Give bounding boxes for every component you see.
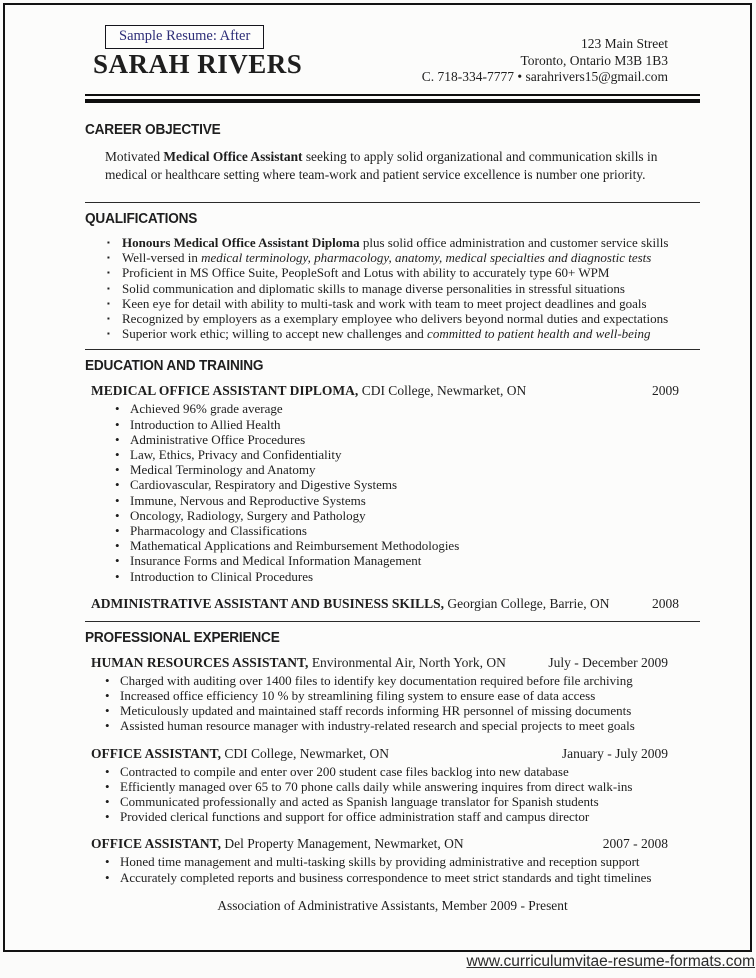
bullet-text: Administrative Office Procedures [130, 431, 306, 447]
section-career-objective [85, 103, 700, 202]
bullet-item [105, 809, 700, 824]
bullet-text: Achieved 96% grade average [130, 401, 283, 417]
bullet-icon: ▪ [107, 253, 110, 263]
entry-header [91, 382, 679, 399]
bullet-text: Accurately completed reports and business correspondence to meet strict standards and tight timelines [120, 869, 652, 885]
entry-header [91, 745, 668, 762]
bullet-text: Introduction to Clinical Procedures [130, 568, 314, 584]
text-run: Solid communication and diplomatic skills to manage diverse personalities in stressful situations [122, 280, 625, 296]
contact-address-line1: 123 Main Street [581, 36, 668, 51]
entry-detail: Del Property Management, Newmarket, ON [221, 836, 464, 852]
bullet-text [122, 311, 668, 326]
bullet-text: Communicated professionally and acted as Spanish language translator for Spanish students [120, 794, 599, 810]
candidate-name: SARAH RIVERS [93, 49, 303, 79]
bullet-item [107, 326, 700, 341]
bullet-text [122, 265, 609, 280]
bullet-item [115, 553, 700, 568]
bullet-item [107, 265, 700, 280]
entry-date: 2007 - 2008 [602, 836, 668, 852]
bullet-item [105, 703, 700, 718]
bullet-item [105, 688, 700, 703]
bullet-icon: • [115, 507, 120, 523]
text-run: medical terminology, pharmacology, anatomy, medical specialties and diagnostic tests [201, 250, 652, 266]
entry-title-line [91, 654, 506, 671]
text-run: Well-versed in [122, 250, 202, 266]
entry-title: ADMINISTRATIVE ASSISTANT AND BUSINESS SKILLS, [91, 595, 445, 611]
bullet-text [122, 296, 647, 311]
entry-title-line [91, 745, 389, 762]
entry-detail: Georgian College, Barrie, ON [444, 595, 610, 611]
footer-website-link[interactable]: www.curriculumvitae-resume-formats.com [466, 953, 755, 970]
resume-entry [85, 654, 700, 734]
resume-entry [85, 745, 700, 825]
bullet-item [115, 493, 700, 508]
bullet-item [115, 462, 700, 477]
entry-header [91, 654, 668, 671]
resume-page [3, 3, 752, 952]
entry-title-line [91, 835, 464, 852]
bullet-item [105, 870, 700, 885]
bullet-text [122, 235, 668, 250]
bullet-icon: • [115, 477, 120, 493]
qualifications-list [85, 235, 700, 341]
bullet-item [107, 235, 700, 250]
bullet-icon: • [105, 763, 110, 779]
bullet-icon: • [105, 778, 110, 794]
bullet-text: Introduction to Allied Health [130, 416, 281, 432]
bullet-text: Mathematical Applications and Reimbursement Methodologies [130, 538, 460, 554]
entry-bullet-list [85, 854, 700, 884]
bullet-icon: • [105, 688, 110, 704]
contact-address-line2: Toronto, Ontario M3B 1B3 [520, 52, 668, 68]
resume-entry [85, 835, 700, 884]
bullet-icon: • [115, 416, 120, 432]
bullet-text [122, 326, 651, 341]
bullet-item [115, 447, 700, 462]
bullet-item [115, 508, 700, 523]
bullet-icon: ▪ [107, 238, 110, 247]
career-objective-text [105, 148, 699, 183]
entry-date: July - December 2009 [548, 654, 668, 670]
bullet-icon: • [115, 492, 120, 508]
text-run: Motivated [105, 149, 164, 164]
experience-entries [85, 654, 700, 885]
text-run: Superior work ethic; willing to accept new challenges and [122, 326, 428, 342]
experience-heading: PROFESSIONAL EXPERIENCE [85, 629, 280, 646]
text-run: seeking to apply solid organizational and communication skills in medical or healthcare setting where team-work and patient service excellence is number one priority. [105, 149, 658, 182]
bullet-icon: • [115, 431, 120, 447]
text-run: Medical Office Assistant [163, 149, 303, 164]
bullet-icon: ▪ [107, 268, 110, 278]
text-run: plus solid office administration and customer service skills [359, 235, 669, 250]
bullet-text: Pharmacology and Classifications [130, 523, 307, 539]
bullet-text: Cardiovascular, Respiratory and Digestive Systems [130, 477, 398, 493]
bullet-item [105, 794, 700, 809]
entry-date: 2008 [652, 595, 679, 611]
bullet-icon: • [105, 854, 110, 870]
bullet-item [115, 477, 700, 492]
entry-detail: CDI College, Newmarket, ON [221, 745, 390, 761]
bullet-icon: • [115, 538, 120, 554]
resume-entry [85, 382, 700, 583]
entry-title: OFFICE ASSISTANT, [91, 745, 222, 761]
resume-header [85, 5, 700, 94]
text-run: Proficient in MS Office Suite, PeopleSoft and Lotus with ability to accurately type 60+ WPM [122, 265, 610, 281]
entry-date: January - July 2009 [561, 745, 668, 761]
bullet-item [115, 569, 700, 584]
sample-resume-label: Sample Resume: After [119, 28, 251, 44]
bullet-text: Efficiently managed over 65 to 70 phone calls daily while answering inquires from direct walk-ins [120, 778, 633, 794]
bullet-icon: • [115, 401, 120, 417]
bullet-text: Increased office efficiency 10 % by streamlining filing system to ensure ease of data access [120, 688, 596, 704]
entry-title: OFFICE ASSISTANT, [91, 836, 222, 852]
bullet-text: Immune, Nervous and Reproductive Systems [130, 492, 366, 508]
education-entries [85, 382, 700, 611]
bullet-icon: • [115, 447, 120, 463]
entry-detail: Environmental Air, North York, ON [308, 654, 506, 670]
entry-date: 2009 [652, 383, 679, 399]
bullet-text [122, 281, 625, 296]
text-run: committed to patient health and well-being [427, 326, 651, 342]
bullet-text: Provided clerical functions and support for office administration staff and campus director [120, 809, 590, 825]
education-heading: EDUCATION AND TRAINING [85, 358, 264, 375]
resume-entry [85, 595, 700, 612]
bullet-text: Contracted to compile and enter over 200 student case files backlog into new database [120, 763, 569, 779]
bullet-icon: • [115, 462, 120, 478]
bullet-item [105, 673, 700, 688]
entry-bullet-list [85, 673, 700, 734]
bullet-text: Honed time management and multi-tasking skills by providing administrative and reception support [120, 854, 640, 870]
entry-title: HUMAN RESOURCES ASSISTANT, [91, 654, 309, 670]
bullet-item [107, 281, 700, 296]
bullet-text: Oncology, Radiology, Surgery and Pathology [130, 507, 366, 523]
bullet-icon: ▪ [107, 283, 110, 293]
bullet-icon: • [115, 553, 120, 569]
entry-header [91, 835, 668, 852]
text-run: Honours Medical Office Assistant Diploma [122, 235, 360, 250]
bullet-icon: • [105, 672, 110, 688]
contact-block [422, 36, 668, 86]
text-run: Recognized by employers as a exemplary employee who delivers beyond normal duties and expectations [122, 311, 669, 327]
bullet-icon: • [115, 523, 120, 539]
bullet-item [115, 538, 700, 553]
bullet-text: Medical Terminology and Anatomy [130, 462, 316, 478]
bullet-text: Law, Ethics, Privacy and Confidentiality [130, 447, 342, 463]
entry-title-line [91, 382, 526, 399]
membership-line: Association of Administrative Assistants, Member 2009 - Present [217, 897, 568, 913]
bullet-icon: ▪ [107, 298, 110, 308]
sample-resume-label-box [105, 25, 264, 49]
bullet-item [107, 311, 700, 326]
bullet-item [115, 432, 700, 447]
qualifications-heading: QUALIFICATIONS [85, 211, 198, 227]
career-objective-heading: CAREER OBJECTIVE [85, 122, 221, 138]
bullet-item [105, 779, 700, 794]
bullet-item [115, 401, 700, 416]
section-qualifications [85, 203, 700, 349]
bullet-icon: ▪ [107, 314, 110, 324]
bullet-text: Charged with auditing over 1400 files to identify key documentation required before file archiving [120, 672, 633, 688]
bullet-icon: • [105, 794, 110, 810]
bullet-icon: ▪ [107, 329, 110, 339]
section-experience [85, 622, 700, 885]
bullet-item [105, 854, 700, 869]
bullet-icon: • [105, 809, 110, 825]
bullet-text: Meticulously updated and maintained staff records informing HR personnel of missing documents [120, 703, 632, 719]
bullet-text [122, 250, 651, 265]
header-divider [85, 94, 700, 103]
bullet-icon: • [115, 568, 120, 584]
entry-detail: CDI College, Newmarket, ON [358, 383, 527, 399]
bullet-item [105, 718, 700, 733]
bullet-item [115, 523, 700, 538]
bullet-icon: • [105, 718, 110, 734]
bullet-icon: • [105, 869, 110, 885]
bullet-item [107, 296, 700, 311]
entry-bullet-list [85, 764, 700, 825]
bullet-item [105, 764, 700, 779]
bullet-item [107, 250, 700, 265]
entry-header [91, 595, 679, 612]
entry-title-line [91, 595, 609, 612]
section-education [85, 350, 700, 620]
text-run: Keen eye for detail with ability to multi-task and work with team to meet project deadlines and goals [122, 295, 647, 311]
bullet-text: Assisted human resource manager with industry-related research and special projects to meet goals [120, 718, 635, 734]
contact-phone-email: C. 718-334-7777 • sarahrivers15@gmail.com [421, 69, 668, 84]
bullet-text: Insurance Forms and Medical Information Management [130, 553, 422, 569]
bullet-item [115, 417, 700, 432]
bullet-icon: • [105, 703, 110, 719]
entry-title: MEDICAL OFFICE ASSISTANT DIPLOMA, [91, 383, 359, 399]
entry-bullet-list [85, 401, 700, 583]
